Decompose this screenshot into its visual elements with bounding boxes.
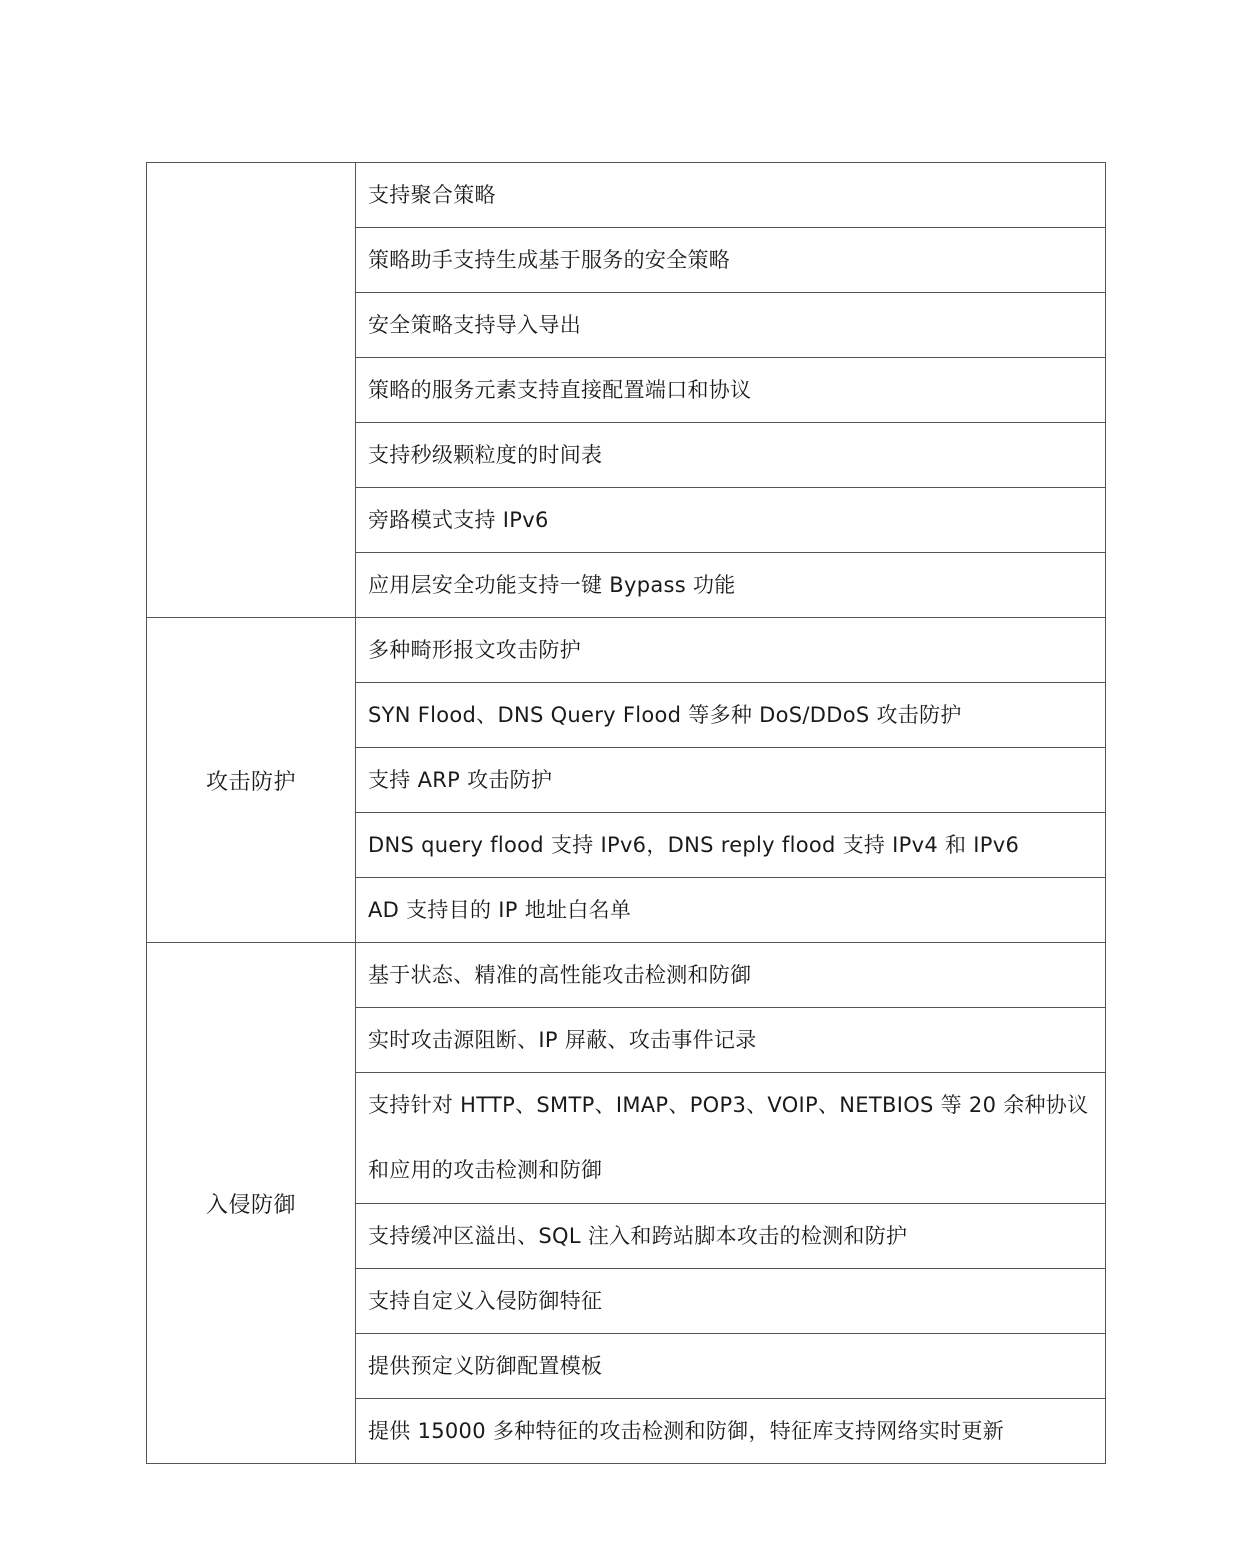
feature-text: 安全策略支持导入导出 [368, 313, 581, 337]
feature-text: 提供预定义防御配置模板 [368, 1354, 603, 1378]
feature-cell [356, 1008, 1106, 1073]
feature-text: AD 支持目的 IP 地址白名单 [368, 898, 632, 922]
feature-cell [356, 228, 1106, 293]
feature-text: 支持缓冲区溢出、SQL 注入和跨站脚本攻击的检测和防护 [368, 1224, 908, 1248]
feature-text: DNS query flood 支持 IPv6，DNS reply flood 支持 IPv4 和 IPv6 [368, 833, 1020, 857]
feature-cell [356, 293, 1106, 358]
feature-text: SYN Flood、DNS Query Flood 等多种 DoS/DDoS 攻击防护 [368, 703, 962, 727]
feature-cell [356, 1269, 1106, 1334]
feature-cell [356, 618, 1106, 683]
feature-text: 策略助手支持生成基于服务的安全策略 [368, 248, 731, 272]
feature-text: 多种畸形报文攻击防护 [368, 638, 581, 662]
feature-text: 旁路模式支持 IPv6 [368, 508, 549, 532]
feature-spec-table [146, 162, 1106, 1464]
table-row [147, 163, 1106, 228]
feature-cell [356, 358, 1106, 423]
category-label: 入侵防御 [205, 1192, 296, 1218]
feature-text: 支持针对 HTTP、SMTP、IMAP、POP3、VOIP、NETBIOS 等 20 余种协议和应用的攻击检测和防御 [368, 1093, 1089, 1182]
feature-text: 策略的服务元素支持直接配置端口和协议 [368, 378, 752, 402]
category-cell [147, 943, 356, 1464]
feature-cell [356, 1204, 1106, 1269]
feature-cell [356, 683, 1106, 748]
feature-text: 支持自定义入侵防御特征 [368, 1289, 603, 1313]
feature-cell [356, 878, 1106, 943]
feature-text: 基于状态、精准的高性能攻击检测和防御 [368, 963, 752, 987]
feature-text: 应用层安全功能支持一键 Bypass 功能 [368, 573, 736, 597]
feature-cell [356, 1399, 1106, 1464]
feature-text: 实时攻击源阻断、IP 屏蔽、攻击事件记录 [368, 1028, 757, 1052]
table-row [147, 943, 1106, 1008]
table-row [147, 618, 1106, 683]
feature-text: 支持秒级颗粒度的时间表 [368, 443, 603, 467]
feature-cell [356, 553, 1106, 618]
feature-cell [356, 943, 1106, 1008]
feature-cell [356, 488, 1106, 553]
feature-text: 支持 ARP 攻击防护 [368, 768, 553, 792]
feature-cell [356, 813, 1106, 878]
category-cell [147, 163, 356, 618]
feature-cell [356, 1334, 1106, 1399]
feature-cell [356, 748, 1106, 813]
category-cell [147, 618, 356, 943]
feature-cell [356, 163, 1106, 228]
feature-text: 支持聚合策略 [368, 183, 496, 207]
feature-text: 提供 15000 多种特征的攻击检测和防御，特征库支持网络实时更新 [368, 1419, 1005, 1443]
feature-cell [356, 1073, 1106, 1204]
category-label: 攻击防护 [205, 769, 296, 795]
feature-cell [356, 423, 1106, 488]
